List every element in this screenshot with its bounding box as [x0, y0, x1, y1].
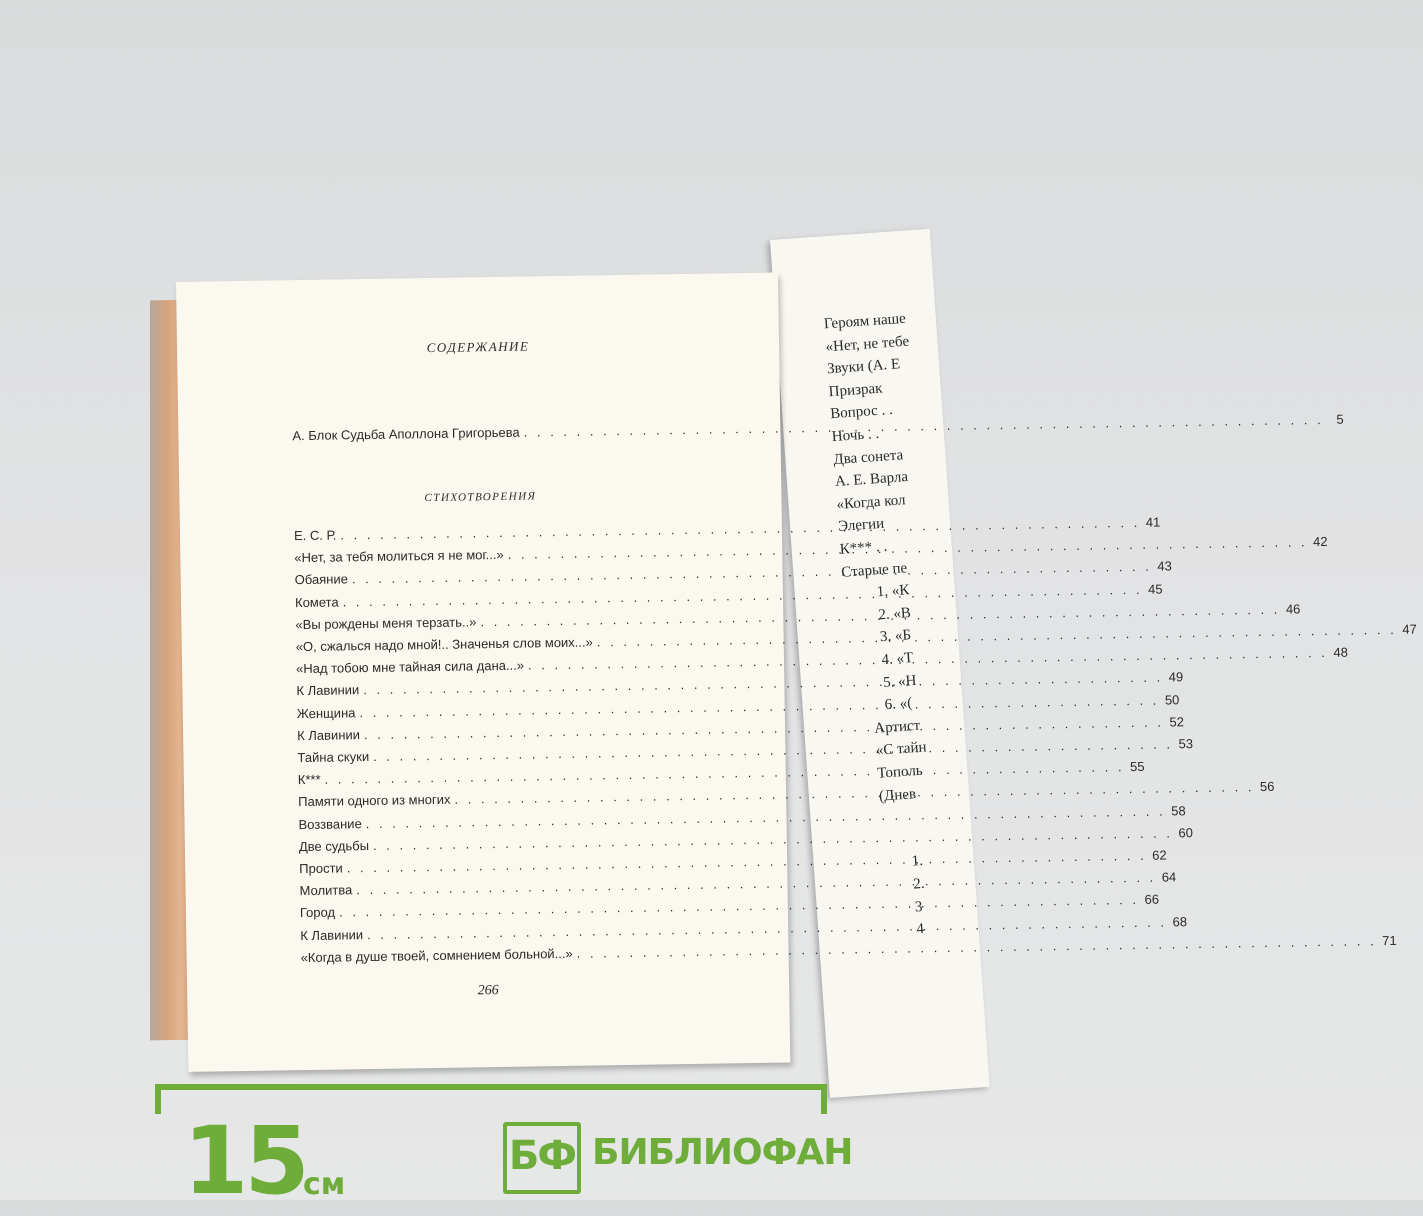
- logo-name: БИБЛИОФАН: [592, 1132, 853, 1173]
- right-page-line: Старые пе: [840, 559, 908, 581]
- right-page-line: 1. «К: [876, 582, 910, 601]
- right-page-line: Два сонета: [832, 446, 904, 468]
- toc-entry-page: 60: [1178, 824, 1194, 841]
- toc-entry-page: 68: [1172, 913, 1188, 930]
- ruler-unit: см: [303, 1167, 346, 1202]
- right-page-line: Артист: [873, 717, 921, 737]
- toc-entry-title: Женщина: [296, 704, 356, 721]
- toc-entry-page: 56: [1259, 779, 1275, 795]
- toc-entry: [299, 892, 1160, 921]
- toc-entry-title: Город: [299, 904, 336, 921]
- toc-entry: [299, 847, 1167, 877]
- toc-entry-title: Комета: [294, 594, 339, 610]
- toc-entry-title: Молитва: [299, 882, 353, 899]
- toc-entry-title: «Вы рождены меня терзать..»: [295, 614, 477, 632]
- toc-entry-title: «О, сжалься надо мной!.. Значенья слов моих...»: [295, 634, 593, 655]
- right-page-line: «Когда кол: [836, 491, 907, 513]
- toc-entry-title: К Лавинии: [300, 926, 364, 943]
- right-page-line: Призрак: [828, 380, 883, 401]
- toc-entry: [299, 869, 1177, 899]
- right-page-line: Звуки (А. Е: [826, 356, 901, 378]
- logo-mark: БФ: [503, 1122, 581, 1194]
- right-page-line: 2. «В: [877, 604, 912, 624]
- right-page-line: Ночь . .: [831, 425, 880, 446]
- toc-entry-title: Памяти одного из многих: [298, 792, 451, 810]
- right-page-line: 3. «Б: [879, 627, 912, 646]
- toc-entry-page: 5: [1336, 411, 1344, 427]
- right-page-line: 2.: [912, 875, 926, 893]
- toc-entry-title: Тайна скуки: [297, 749, 370, 766]
- toc-entry-title: К Лавинии: [297, 726, 361, 743]
- right-page-line: «Нет, не тебе: [825, 333, 910, 355]
- right-page-line: 4: [915, 921, 925, 938]
- toc-entry-page: 41: [1145, 514, 1161, 530]
- right-page-line: Тополь: [876, 762, 924, 782]
- toc-entry-title: Воззвание: [298, 815, 362, 832]
- right-page-line: Героям наше: [823, 310, 907, 333]
- toc-entry-title: А. Блок Судьба Аполлона Григорьева: [292, 424, 520, 444]
- toc-entry-title: «Когда в душе твоей, сомнением больной...»: [300, 945, 573, 965]
- toc-entry-page: 71: [1382, 932, 1397, 948]
- right-page-line: 5. «Н: [882, 672, 917, 691]
- right-page-line: 4. «Т: [881, 650, 914, 669]
- toc-entry-page: 50: [1164, 691, 1180, 708]
- right-page-line: 6. «(: [884, 695, 913, 714]
- ruler-value: 15: [183, 1107, 306, 1216]
- right-page-line: Вопрос . .: [829, 402, 894, 423]
- toc-entry-page: 52: [1169, 714, 1185, 730]
- toc-entry-page: 47: [1402, 621, 1417, 637]
- toc-entry: [298, 824, 1194, 854]
- toc-entry-title: «Нет, за тебя молиться я не мог...»: [294, 547, 504, 566]
- page-number: 266: [477, 983, 499, 999]
- toc-entry-title: Прости: [299, 860, 343, 877]
- right-page-line: 1.: [911, 853, 924, 870]
- right-page-line: 3: [914, 898, 923, 916]
- right-page-line: Элегии: [837, 516, 885, 536]
- right-page-line: К*** . .: [839, 538, 888, 558]
- right-page-line: (Днев: [878, 785, 917, 805]
- toc-entry-page: 55: [1129, 759, 1145, 775]
- toc-entry-page: 42: [1312, 534, 1328, 550]
- toc-entry: [300, 913, 1188, 943]
- toc-entry-page: 53: [1178, 736, 1194, 752]
- contents-heading: СОДЕРЖАНИЕ: [426, 338, 530, 356]
- toc-entry-page: 66: [1144, 892, 1160, 908]
- right-page-line: «С тайн: [875, 739, 928, 760]
- toc-entry-page: 43: [1157, 558, 1172, 575]
- toc-entry-page: 49: [1168, 669, 1184, 685]
- toc-entry-page: 45: [1147, 581, 1163, 597]
- toc-entry-page: 62: [1152, 847, 1167, 863]
- toc-entry-page: 46: [1285, 601, 1301, 617]
- poems-section-heading: СТИХОТВОРЕНИЯ: [424, 490, 537, 505]
- toc-entry-title: «Над тобою мне тайная сила дана...»: [295, 657, 525, 677]
- toc-entry: [296, 691, 1180, 721]
- toc-entry-page: 58: [1171, 802, 1186, 819]
- toc-entry-title: К Лавинии: [296, 682, 360, 699]
- toc-entry-title: Обаяние: [294, 571, 349, 588]
- toc-entry-title: Е. С. Р.: [293, 527, 337, 544]
- right-page-line: А. Е. Варла: [834, 469, 909, 491]
- toc-entry-page: 48: [1333, 644, 1349, 661]
- toc-entry: [298, 802, 1186, 832]
- toc-entry-title: К***: [297, 771, 321, 788]
- toc-entry-page: 64: [1161, 869, 1177, 885]
- toc-entry-title: Две судьбы: [298, 837, 370, 854]
